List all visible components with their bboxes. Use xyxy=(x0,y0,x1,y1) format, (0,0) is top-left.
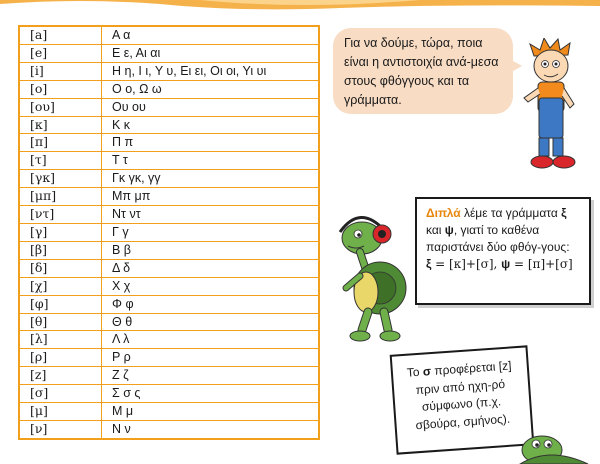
letters-cell: Π π xyxy=(102,134,320,152)
xi-formula: = [κ]+[σ], xyxy=(431,257,502,271)
letters-cell: Ντ ντ xyxy=(102,206,320,224)
phoneme-cell: [μ] xyxy=(19,403,102,421)
xi-letter: ξ xyxy=(561,206,567,220)
letters-cell: Η η, Ι ι, Υ υ, Ει ει, Οι οι, Υι υι xyxy=(102,62,320,80)
bottom-turtle-illustration xyxy=(510,426,590,464)
letters-cell: Φ φ xyxy=(102,295,320,313)
phoneme-cell: [γ] xyxy=(19,223,102,241)
table-row xyxy=(19,331,319,349)
turtle-headphones-illustration xyxy=(330,208,416,346)
letters-cell: Γκ γκ, γγ xyxy=(102,170,320,188)
phoneme-cell: [ντ] xyxy=(19,206,102,224)
table-row xyxy=(19,403,319,421)
letters-cell: Τ τ xyxy=(102,152,320,170)
phoneme-cell: [π] xyxy=(19,134,102,152)
phoneme-cell: [μπ] xyxy=(19,188,102,206)
table-row xyxy=(19,98,319,116)
letters-cell: Ρ ρ xyxy=(102,349,320,367)
letters-cell: Κ κ xyxy=(102,116,320,134)
letters-cell: Θ θ xyxy=(102,313,320,331)
letters-cell: Λ λ xyxy=(102,331,320,349)
info-text-part: , γιατί το καθένα παριστάνει δύο φθόγ-γους: xyxy=(426,223,570,254)
table-row xyxy=(19,62,319,80)
phoneme-letter-table xyxy=(18,25,320,440)
table-row xyxy=(19,295,319,313)
info-text-part: λέμε τα γράμματα xyxy=(460,206,562,220)
phoneme-cell: [σ] xyxy=(19,385,102,403)
highlight-word: Διπλά xyxy=(426,206,461,220)
letters-cell: Ζ ζ xyxy=(102,367,320,385)
info-text-part: Το xyxy=(406,364,424,380)
table-row xyxy=(19,152,319,170)
table-row xyxy=(19,313,319,331)
phoneme-cell: [δ] xyxy=(19,259,102,277)
psi-letter: ψ xyxy=(444,223,454,237)
letters-cell: Β β xyxy=(102,241,320,259)
sigma-letter: σ xyxy=(422,364,432,379)
top-wave-decoration xyxy=(0,0,600,22)
xi-formula-letter: ξ xyxy=(426,257,432,271)
psi-formula: = [π]+[σ] xyxy=(510,257,573,271)
table-row xyxy=(19,26,319,44)
table-row xyxy=(19,134,319,152)
phoneme-cell: [o] xyxy=(19,80,102,98)
table-row xyxy=(19,206,319,224)
boy-character-illustration xyxy=(522,38,584,172)
table-row xyxy=(19,80,319,98)
phoneme-cell: [φ] xyxy=(19,295,102,313)
table-row xyxy=(19,223,319,241)
table-row xyxy=(19,188,319,206)
table-row xyxy=(19,170,319,188)
letters-cell: Ε ε, Αι αι xyxy=(102,44,320,62)
table-row xyxy=(19,367,319,385)
phoneme-cell: [θ] xyxy=(19,313,102,331)
phoneme-cell: [κ] xyxy=(19,116,102,134)
phoneme-cell: [β] xyxy=(19,241,102,259)
phoneme-cell: [ν] xyxy=(19,420,102,438)
phoneme-cell: [χ] xyxy=(19,277,102,295)
speech-bubble-text: Για να δούμε, τώρα, ποια είναι η αντιστοιχία ανά-μεσα στους φθόγγους και τα γράμματα. xyxy=(344,36,499,107)
letters-cell: Μ μ xyxy=(102,403,320,421)
table-row xyxy=(19,259,319,277)
phoneme-cell: [z] xyxy=(19,367,102,385)
letters-cell: Α α xyxy=(102,26,320,44)
info-text-part: προφέρεται [z] πριν από ηχη-ρό σύμφωνο (π.χ. σβούρα, σμήνος). xyxy=(415,358,512,432)
letters-cell: Ο ο, Ω ω xyxy=(102,80,320,98)
table-row xyxy=(19,44,319,62)
speech-bubble-tail xyxy=(508,58,522,74)
sigma-pronunciation-text xyxy=(398,357,525,435)
phoneme-cell: [γκ] xyxy=(19,170,102,188)
phoneme-cell: [i] xyxy=(19,62,102,80)
letters-cell: Ου ου xyxy=(102,98,320,116)
phoneme-cell: [e] xyxy=(19,44,102,62)
phoneme-cell: [ρ] xyxy=(19,349,102,367)
table-row xyxy=(19,277,319,295)
table-row xyxy=(19,420,319,438)
phoneme-cell: [a] xyxy=(19,26,102,44)
table-row xyxy=(19,116,319,134)
info-text-part: και xyxy=(426,223,445,237)
phoneme-cell: [τ] xyxy=(19,152,102,170)
table-row xyxy=(19,385,319,403)
letters-cell: Γ γ xyxy=(102,223,320,241)
letters-cell: Δ δ xyxy=(102,259,320,277)
letters-cell: Χ χ xyxy=(102,277,320,295)
letters-cell: Σ σ ς xyxy=(102,385,320,403)
phoneme-cell: [ου] xyxy=(19,98,102,116)
table-row xyxy=(19,349,319,367)
phoneme-cell: [λ] xyxy=(19,331,102,349)
letters-cell: Ν ν xyxy=(102,420,320,438)
letters-cell: Μπ μπ xyxy=(102,188,320,206)
psi-formula-letter: ψ xyxy=(501,257,511,271)
table-row xyxy=(19,241,319,259)
double-letters-info-text xyxy=(426,205,580,273)
